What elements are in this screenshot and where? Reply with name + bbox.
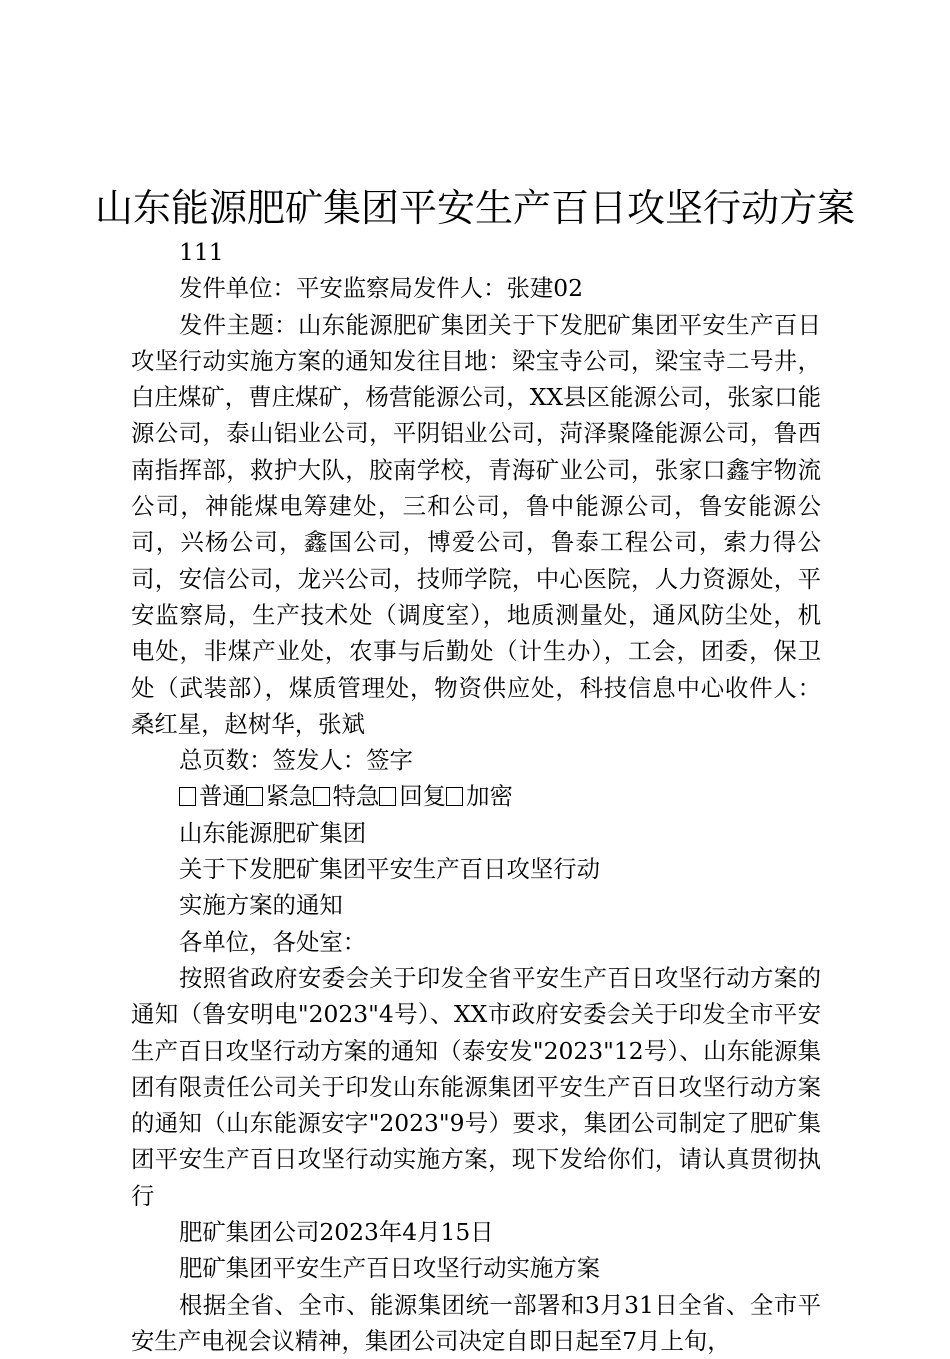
- priority-checkboxes: [131, 778, 821, 814]
- checkbox-label: 紧急: [265, 782, 313, 811]
- org-name: 山东能源肥矿集团: [179, 818, 367, 847]
- pages-line: 总页数：签发人：签字: [179, 746, 413, 775]
- closing-paragraph: 根据全省、全市、能源集团统一部署和3月31日全省、全市平安生产电视会议精神，集团公司决定自即日起至7月上旬，: [131, 1290, 821, 1355]
- document-title: 山东能源肥矿集团平安生产百日攻坚行动方案: [94, 186, 855, 230]
- checkbox-icon[interactable]: [313, 787, 330, 806]
- subject-paragraph: 发件主题：山东能源肥矿集团关于下发肥矿集团平安生产百日攻坚行动实施方案的通知发往目地：梁宝寺公司，梁宝寺二号井，白庄煤矿，曹庄煤矿，杨营能源公司，XX县区能源公司，张家口能源公司，泰山铝业公司，平阴铝业公司，菏泽聚隆能源公司，鲁西南指挥部，救护大队，胶南学校，青海矿业公司，张家口鑫宇物流公司，神能煤电筹建处，三和公司，鲁中能源公司，鲁安能源公司，兴杨公司，鑫国公司，博爱公司，鲁泰工程公司，索力得公司，安信公司，龙兴公司，技师学院，中心医院，人力资源处，平安监察局，生产技术处（调度室），地质测量处，通风防尘处，机电处，非煤产业处，农事与后勤处（计生办），工会，团委，保卫处（武装部），煤质管理处，物资供应处，科技信息中心收件人：桑红星，赵树华，张斌: [131, 310, 821, 738]
- checkbox-icon[interactable]: [379, 787, 396, 806]
- checkbox-label: 特急: [332, 782, 380, 811]
- signature-date: 肥矿集团公司2023年4月15日: [179, 1218, 494, 1247]
- checkbox-item[interactable]: [246, 782, 313, 810]
- doc-number: 111: [179, 238, 224, 266]
- checkbox-item[interactable]: [379, 782, 446, 810]
- checkbox-item[interactable]: [179, 782, 246, 810]
- plan-title: 肥矿集团平安生产百日攻坚行动实施方案: [179, 1254, 601, 1283]
- sender-line: 发件单位：平安监察局发件人：张建02: [179, 274, 584, 303]
- checkbox-icon[interactable]: [246, 787, 263, 806]
- checkbox-item[interactable]: [446, 782, 513, 810]
- main-paragraph: 按照省政府安委会关于印发全省平安生产百日攻坚行动方案的通知（鲁安明电"2023"4号）、XX市政府安委会关于印发全市平安生产百日攻坚行动方案的通知（泰安发"2023"12号）、山东能源集团有限责任公司关于印发山东能源集团平安生产百日攻坚行动方案的通知（山东能源安字"2023"9号）要求，集团公司制定了肥矿集团平安生产百日攻坚行动实施方案，现下发给你们，请认真贯彻执行: [131, 963, 821, 1210]
- document-body: [131, 234, 821, 1359]
- checkbox-label: 加密: [466, 782, 513, 811]
- checkbox-icon[interactable]: [179, 787, 196, 806]
- checkbox-item[interactable]: [313, 782, 380, 810]
- checkbox-label: 回复: [399, 782, 447, 811]
- checkbox-icon[interactable]: [446, 787, 463, 806]
- salutation: 各单位，各处室：: [179, 927, 367, 956]
- checkbox-label: 普通: [199, 782, 246, 811]
- notice-title-line-1: 关于下发肥矿集团平安生产百日攻坚行动: [179, 855, 601, 884]
- notice-title-line-2: 实施方案的通知: [179, 891, 343, 920]
